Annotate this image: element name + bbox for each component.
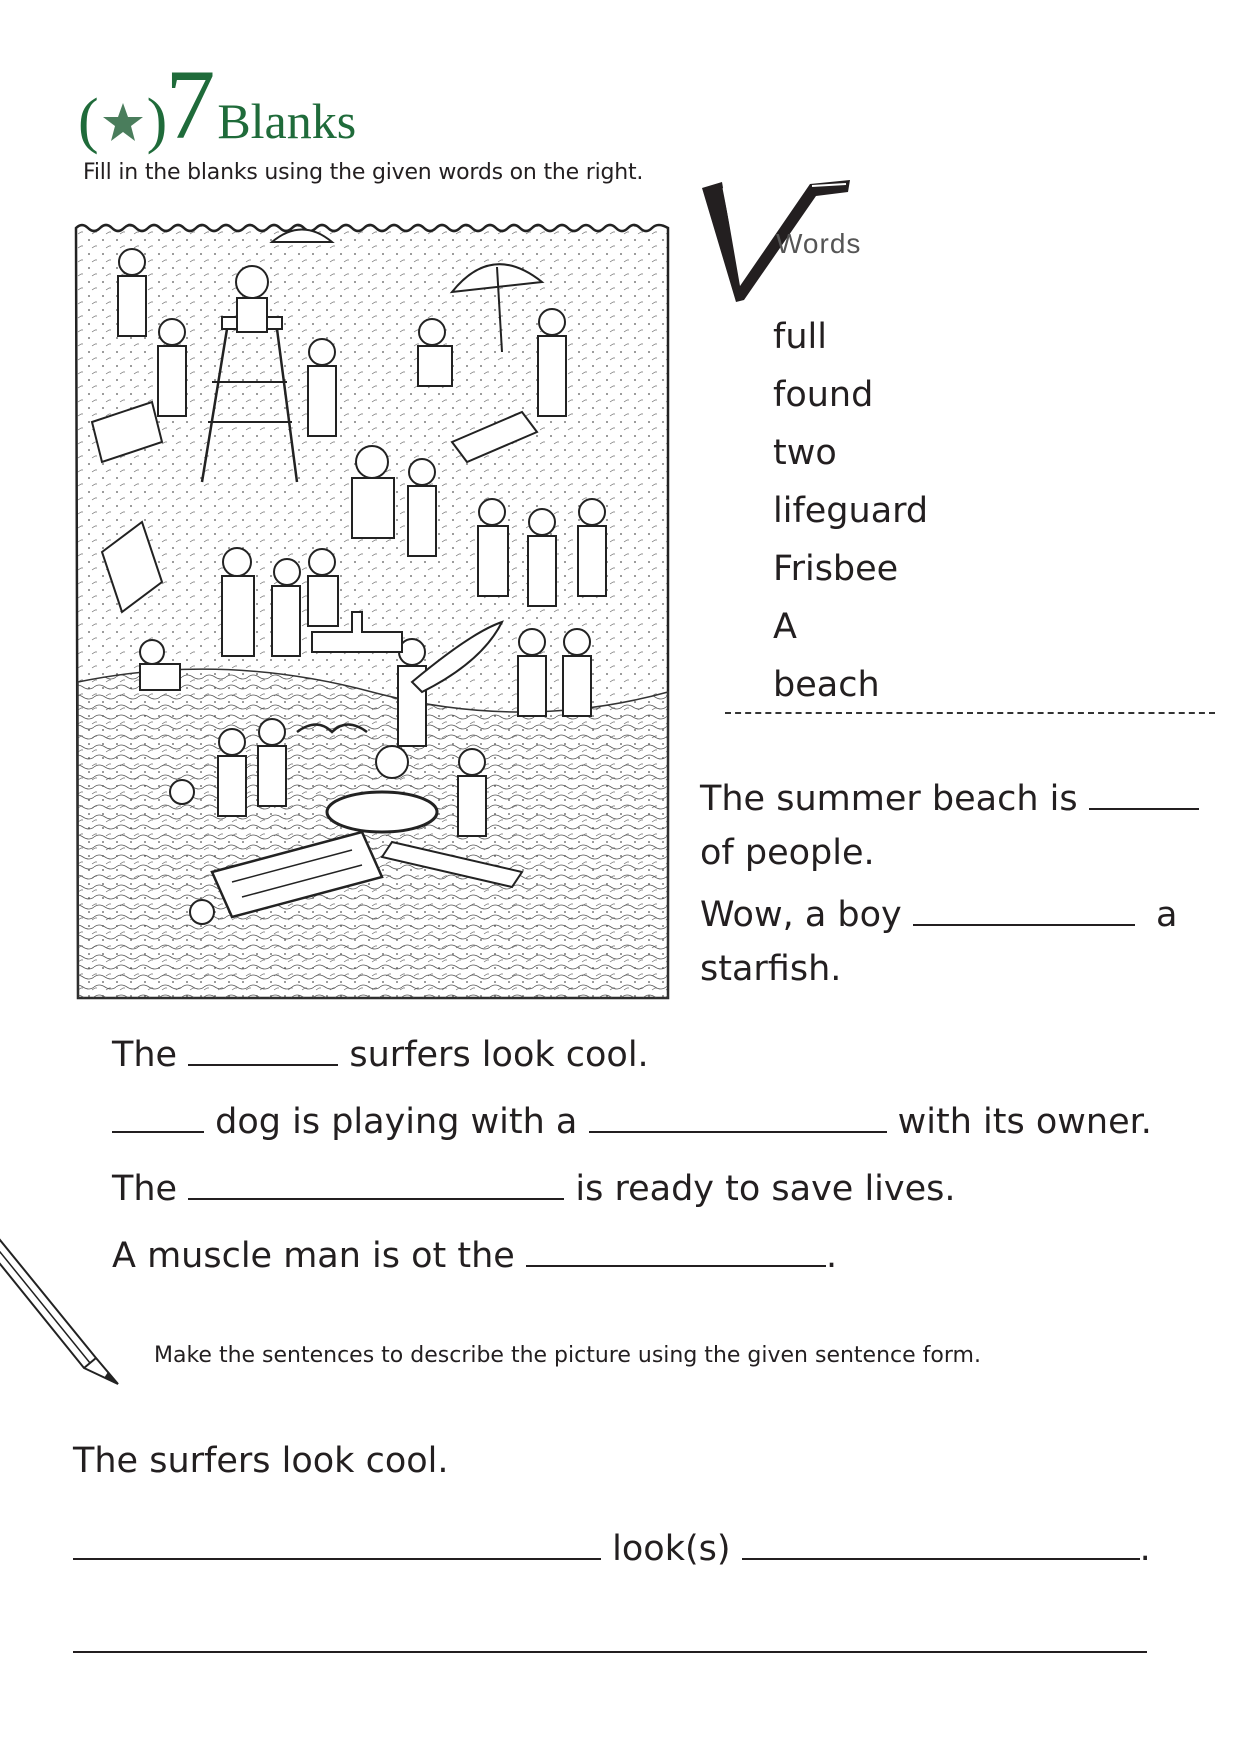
logo-number: 7 [165,49,216,160]
sentence-form-line [73,1528,1151,1569]
sentence-text: A muscle man is ot the [112,1236,515,1276]
form-verb: look(s) [612,1529,731,1569]
pencil-icon [0,1222,130,1394]
beach-scene-illustration [72,222,674,1004]
blank-subject[interactable] [73,1528,601,1560]
sentence-text: a [1156,895,1178,935]
blank-adjective[interactable] [742,1528,1140,1560]
sentence-6 [112,1235,837,1274]
logo-left-paren: ( [78,87,99,155]
word-bank-item: beach [773,665,880,705]
answer-line[interactable] [73,1651,1147,1653]
blank-1[interactable] [1089,778,1199,810]
section-2-instruction: Make the sentences to describe the picture using the given sentence form. [154,1343,981,1368]
example-sentence: The surfers look cool. [73,1441,449,1481]
sentence-text: dog is playing with a [215,1102,578,1142]
blank-2[interactable] [913,894,1135,926]
sentence-3 [112,1034,649,1073]
sentence-4 [112,1101,1152,1140]
sentence-text: is ready to save lives. [575,1169,956,1209]
sentence-2-line-1 [700,894,1178,933]
blank-5[interactable] [589,1101,887,1133]
blank-3[interactable] [188,1034,338,1066]
word-bank-item: lifeguard [773,491,929,531]
star-icon [99,92,147,152]
word-bank-item: Frisbee [773,549,899,589]
logo-right-paren: ) [146,87,168,155]
dashed-divider [725,712,1215,714]
sentence-text: The summer beach is [700,779,1078,819]
word-bank-item: two [773,433,837,473]
word-bank-list [773,308,928,714]
word-bank-item: full [773,317,827,357]
logo-title: Blanks [217,93,357,149]
sentence-1-line-2 [700,833,875,873]
sentence-text: . [825,1236,838,1276]
sentence-1-line-1 [700,778,1199,817]
form-period: . [1139,1529,1151,1569]
sentence-text: starfish. [700,949,842,989]
sentence-text: surfers look cool. [349,1035,649,1075]
instruction-text: Fill in the blanks using the given words on the right. [83,160,644,185]
word-bank-item: found [773,375,874,415]
blank-6[interactable] [188,1168,564,1200]
words-label: Words [776,228,862,259]
worksheet-logo [78,49,357,160]
sentence-text: The [112,1169,178,1209]
sentence-text: Wow, a boy [700,895,902,935]
blank-7[interactable] [526,1235,826,1267]
word-bank-item: A [773,607,797,647]
sentence-5 [112,1168,956,1207]
sentence-text: with its owner. [897,1102,1152,1142]
sentence-text: The [112,1035,178,1075]
sentence-2-line-2 [700,949,842,989]
sentence-text: of people. [700,833,875,873]
blank-4[interactable] [112,1101,204,1133]
